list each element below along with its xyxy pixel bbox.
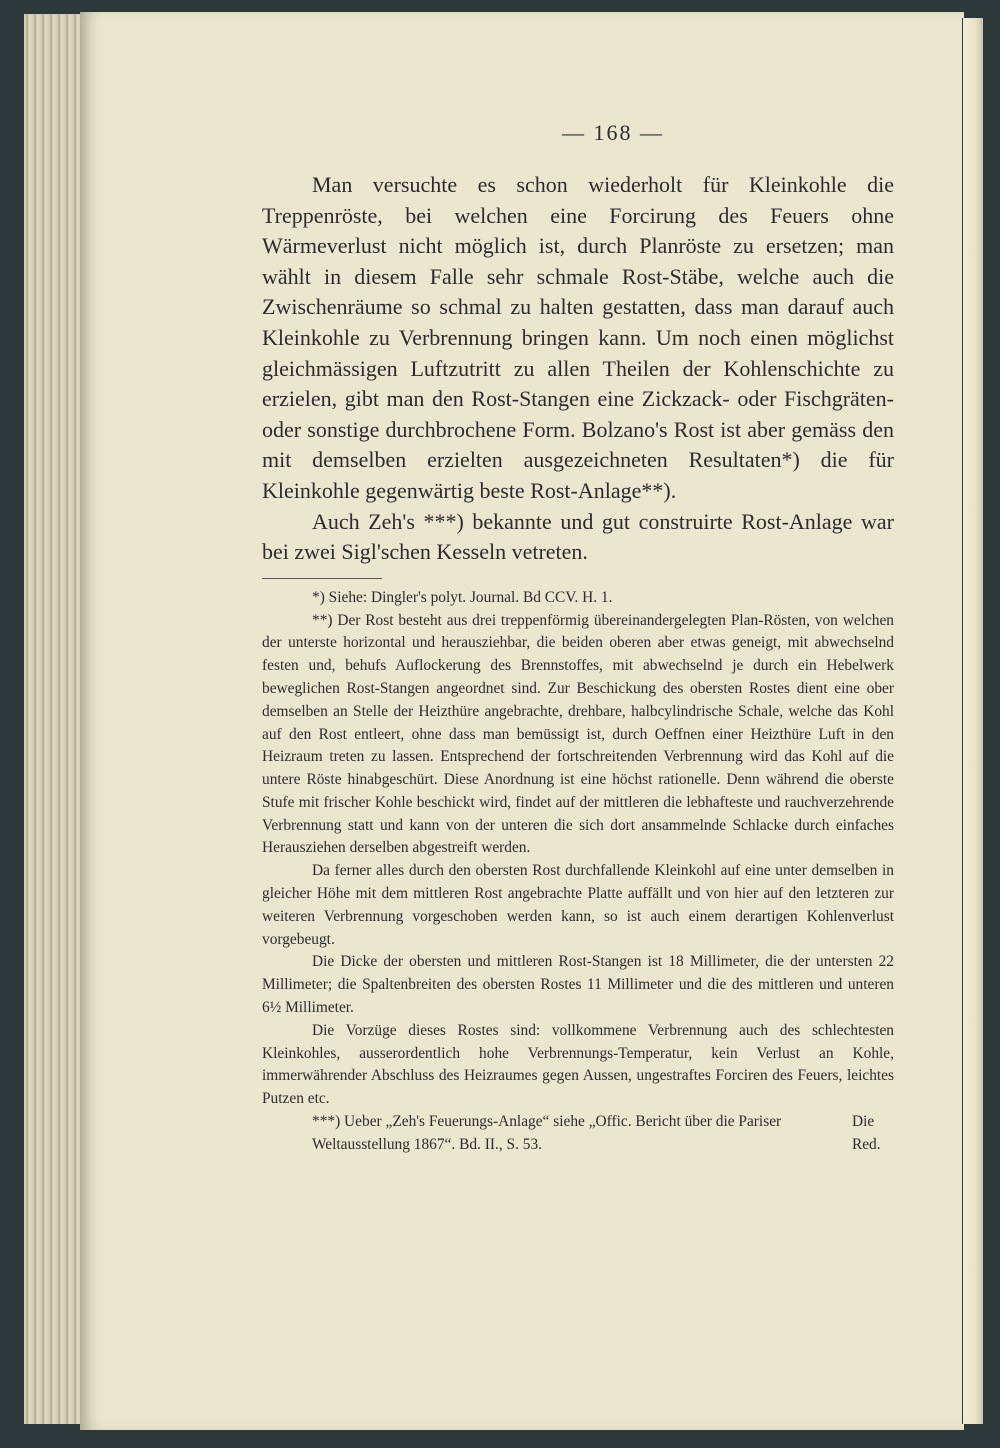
page-content xyxy=(262,120,894,1157)
main-paragraph: Auch Zeh's ***) bekannte und gut construirte Rost-Anlage war bei zwei Sigl'schen Kesseln vetreten. xyxy=(262,508,894,565)
page-number: — 168 — xyxy=(562,120,664,145)
footnote: Da ferner alles durch den obersten Rost durchfallende Kleinkohl auf eine unter demselben in gleicher Höhe mit dem mittleren Rost angebrachte Platte auffällt und von hier auf den letzteren zur weiteren Verbrennung vorgeschoben werden kann, so ist auch einem derartigen Kohlenverlust vorgebeugt. xyxy=(262,862,894,948)
footnotes xyxy=(262,587,894,1157)
footnote-divider xyxy=(262,578,382,579)
footnote: Die Vorzüge dieses Rostes sind: vollkommene Verbrennung auch des schlechtesten Kleinkohles, ausserordentlich hohe Verbrennungs-Temperatur, kein Verlust an Kohle, immerwährender Abschluss des Heizraumes gegen Aussen, ungestraftes Forciren des Feuers, leichtes Putzen etc. xyxy=(262,1021,894,1108)
closing-footnote-row xyxy=(262,1111,894,1157)
right-page-edge xyxy=(962,18,983,1424)
footnote: **) Der Rost besteht aus drei treppenförmig übereinandergelegten Plan-Rösten, von welchen der unterste horizontal und herausziehbar, die beiden oberen aber etwas geneigt, mit abwechselnd festen und, behufs Auflockerung des Brennstoffes, mit abwechselnd je durch ein Hebelwerk beweglichen Rost-Stangen angeordnet sind. Zur Beschickung des obersten Rostes dient eine ober demselben an Stelle der Heizthüre angebrachte, drehbare, halbcylindrische Schale, welche das Kohl auf den Rost entleert, ohne dass man bemüssigt ist, durch Oeffnen einer Heizthüre Luft in den Heizraum treten zu lassen. Entsprechend der fortschreitenden Verbrennung wird das Kohl auf die untere Röste hinabgeschürt. Diese Anordnung ist eine höchst rationelle. Denn während die oberste Stufe mit frischer Kohle beschickt wird, findet auf der mittleren die lebhafteste und rauchverzehrende Verbrennung statt und kann von der unteren die sich dort ansammelnde Schlacke durch einfaches Herausziehen derselben abgestreift werden. xyxy=(262,611,894,857)
footnote: ***) Ueber „Zeh's Feuerungs-Anlage“ siehe „Offic. Bericht über die Pariser Weltausstellung 1867“. Bd. II., S. 53. xyxy=(312,1113,782,1153)
main-paragraph: Man versuchte es schon wiederholt für Kleinkohle die Treppenröste, bei welchen eine Forcirung des Feuers ohne Wärmeverlust nicht möglich ist, durch Planröste zu ersetzen; man wählt in diesem Falle sehr schmale Rost-Stäbe, welche auch die Zwischenräume so schmal zu halten gestatten, dass man darauf auch Kleinkohle zu Verbrennung bringen kann. Um noch einen möglichst gleichmässigen Luftzutritt zu allen Theilen der Kohlenschichte zu erzielen, gibt man den Rost-Stangen eine Zickzack- oder Fischgräten- oder sonstige durchbrochene Form. Bolzano's Rost ist aber gemäss den mit demselben erzielten ausgezeichneten Resultaten*) die für Kleinkohle gegenwärtig beste Rost-Anlage**). xyxy=(262,172,894,503)
editor-signature: Die Red. xyxy=(851,1113,881,1153)
footnote: *) Siehe: Dingler's polyt. Journal. Bd CCV. H. 1. xyxy=(312,588,613,606)
main-text xyxy=(262,170,894,568)
footnote: Die Dicke der obersten und mittleren Rost-Stangen ist 18 Millimeter, die der untersten 22 Millimeter; die Spaltenbreiten des obersten Rostes 11 Millimeter und die des mittleren und unteren 6½ Millimeter. xyxy=(262,953,894,1017)
